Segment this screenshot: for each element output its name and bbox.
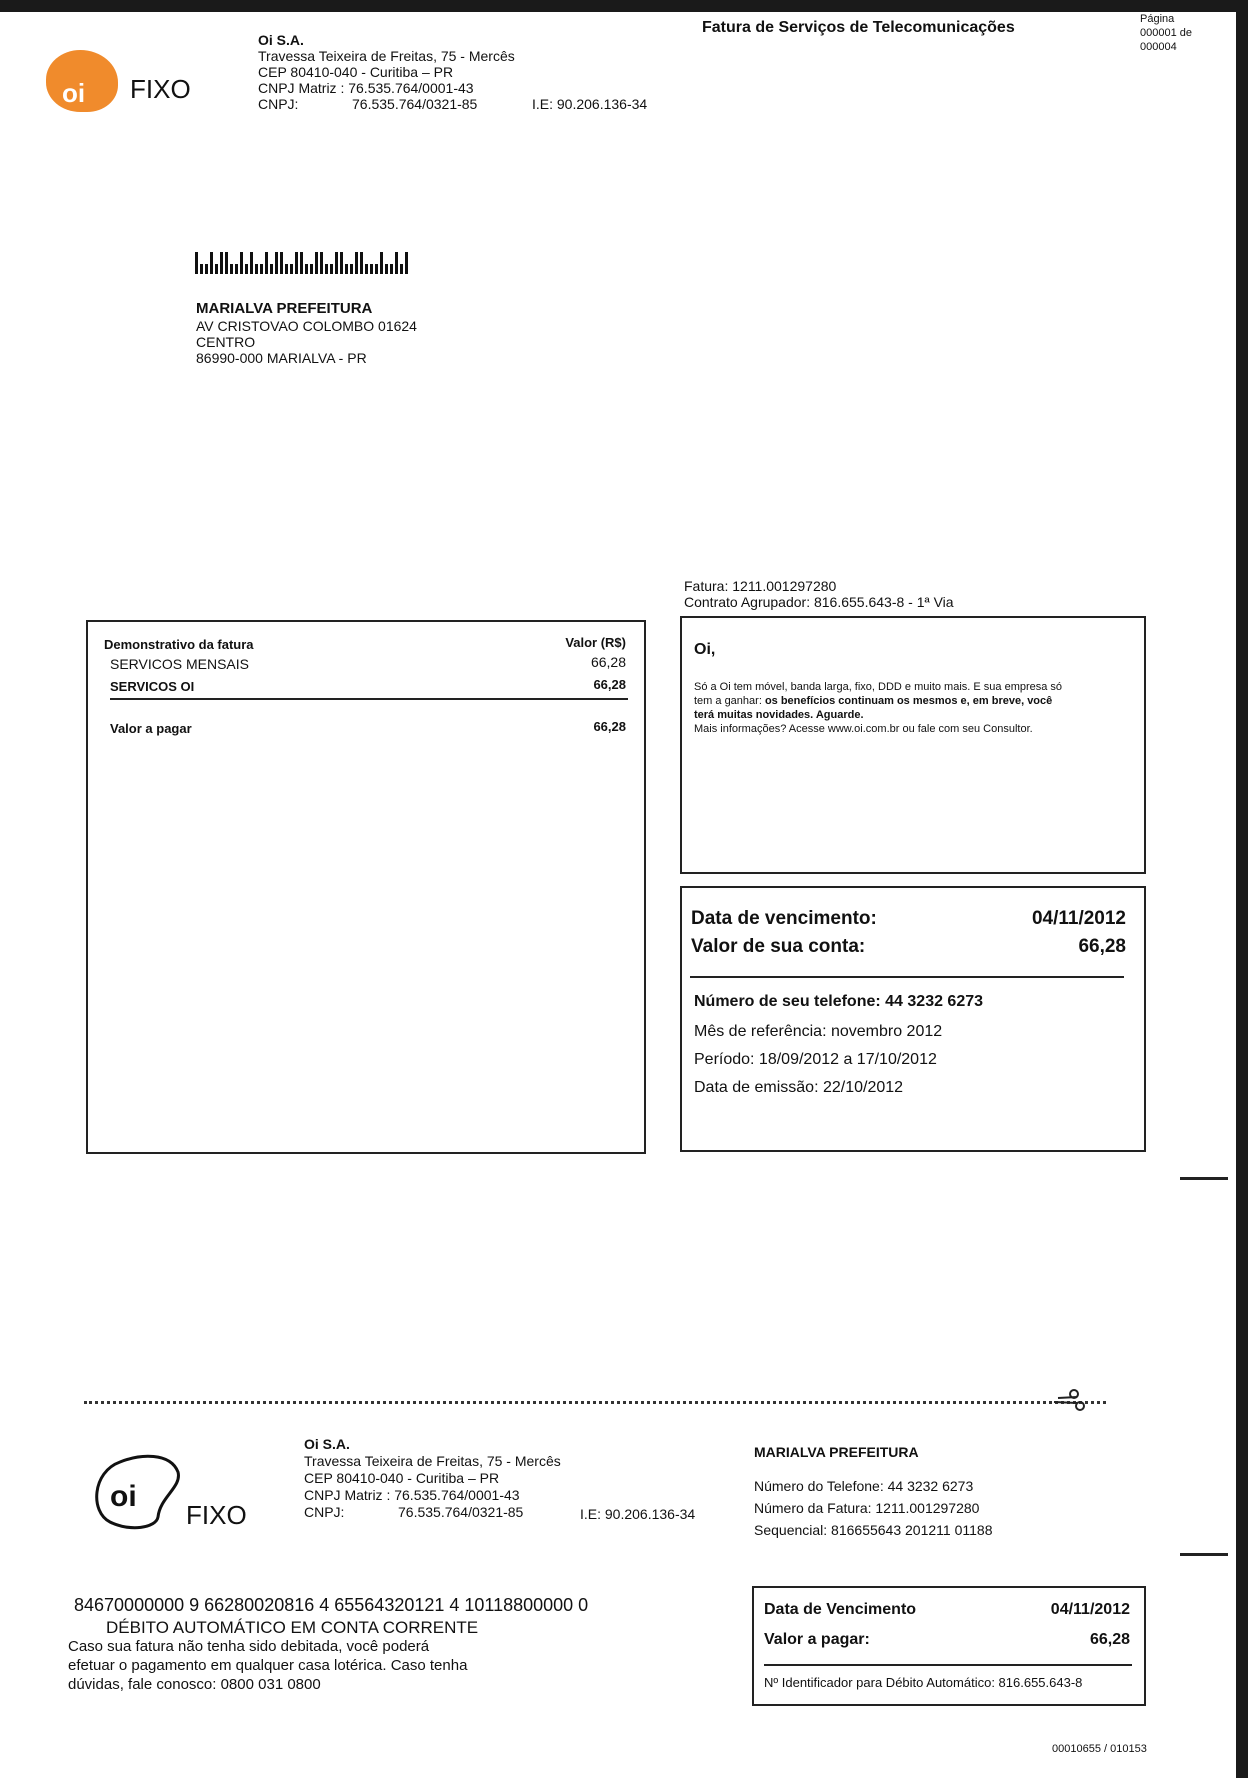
statement-value-header: Valor (R$) bbox=[565, 635, 626, 650]
stub-oi-logo bbox=[90, 1442, 182, 1534]
page-marker bbox=[1180, 1553, 1228, 1556]
message-line-start: tem a ganhar: bbox=[694, 695, 765, 707]
stub-phone-number: Número do Telefone: 44 3232 6273 bbox=[754, 1478, 974, 1494]
company-cnpj-value: 76.535.764/0321-85 bbox=[352, 96, 478, 112]
statement-box bbox=[86, 620, 646, 1154]
company-cep: CEP 80410-040 - Curitiba – PR bbox=[258, 64, 454, 80]
stub-due-label: Data de Vencimento bbox=[764, 1601, 917, 1618]
message-box bbox=[680, 616, 1146, 874]
scissors-icon bbox=[1052, 1388, 1086, 1412]
statement-row-value: 66,28 bbox=[590, 654, 626, 670]
invoice-page bbox=[0, 12, 1236, 1778]
stub-company-name: Oi S.A. bbox=[304, 1436, 350, 1452]
due-date-label: Data de vencimento: bbox=[691, 908, 877, 929]
statement-row-label: SERVICOS OI bbox=[110, 679, 195, 694]
statement-total-value: 66,28 bbox=[593, 719, 626, 734]
stub-company-address: Travessa Teixeira de Freitas, 75 - Mercês bbox=[304, 1453, 561, 1469]
payment-barcode-digits: 84670000000 9 66280020816 4 65564320121 4 10118800000 0 bbox=[74, 1595, 589, 1615]
reference-month: Mês de referência: novembro 2012 bbox=[694, 1023, 943, 1040]
stub-company-cnpj-matriz: CNPJ Matriz : 76.535.764/0001-43 bbox=[304, 1487, 520, 1503]
company-name: Oi S.A. bbox=[258, 32, 304, 48]
message-greeting: Oi, bbox=[694, 641, 716, 658]
recipient-name: MARIALVA PREFEITURA bbox=[196, 300, 373, 317]
stub-invoice-number: Número da Fatura: 1211.001297280 bbox=[754, 1500, 980, 1516]
statement-total-label: Valor a pagar bbox=[110, 721, 192, 736]
cut-line bbox=[84, 1401, 1106, 1404]
stub-due-value: 04/11/2012 bbox=[1050, 1601, 1130, 1618]
invoice-number: Fatura: 1211.001297280 bbox=[684, 578, 837, 594]
message-line-highlight: os benefícios continuam os mesmos e, em breve, você bbox=[764, 695, 1053, 707]
stub-company-cnpj-value: 76.535.764/0321-85 bbox=[398, 1504, 524, 1520]
statement-title: Demonstrativo da fatura bbox=[104, 637, 254, 652]
recipient-district: CENTRO bbox=[196, 334, 256, 350]
summary-box bbox=[680, 886, 1146, 1152]
message-line bbox=[694, 694, 1052, 708]
company-cnpj-matriz: CNPJ Matriz : 76.535.764/0001-43 bbox=[258, 80, 474, 96]
stub-amount-label: Valor a pagar: bbox=[764, 1631, 870, 1648]
postal-barcode bbox=[195, 252, 408, 274]
amount-label: Valor de sua conta: bbox=[691, 936, 866, 957]
message-line: Só a Oi tem móvel, banda larga, fixo, DDD e muito mais. E sua empresa só bbox=[694, 681, 1063, 693]
stub-amount-value: 66,28 bbox=[1089, 1631, 1130, 1648]
stub-customer-name: MARIALVA PREFEITURA bbox=[754, 1444, 919, 1460]
footer-code: 00010655 / 010153 bbox=[1052, 1743, 1147, 1755]
contract-number: Contrato Agrupador: 816.655.643-8 - 1ª Via bbox=[684, 594, 954, 610]
company-ie: I.E: 90.206.136-34 bbox=[532, 96, 648, 112]
page-label: Página bbox=[1140, 13, 1175, 25]
page-total: 000004 bbox=[1140, 41, 1177, 53]
statement-divider bbox=[110, 698, 628, 700]
stub-logo-wordmark: oi bbox=[110, 1480, 137, 1513]
page-marker bbox=[1180, 1177, 1228, 1180]
company-cnpj-label: CNPJ: bbox=[258, 96, 299, 112]
stub-brand-product: FIXO bbox=[186, 1500, 247, 1530]
debit-text: Caso sua fatura não tenha sido debitada, você poderá bbox=[68, 1638, 430, 1655]
stub-due-box bbox=[752, 1586, 1146, 1706]
stub-company-cep: CEP 80410-040 - Curitiba – PR bbox=[304, 1470, 500, 1486]
recipient-street: AV CRISTOVAO COLOMBO 01624 bbox=[196, 318, 417, 334]
amount-value: 66,28 bbox=[1078, 936, 1126, 957]
statement-row-value: 66,28 bbox=[593, 677, 626, 692]
recipient-city: 86990-000 MARIALVA - PR bbox=[196, 350, 367, 366]
logo-wordmark: oi bbox=[62, 78, 86, 108]
message-line: Mais informações? Acesse www.oi.com.br ou fale com seu Consultor. bbox=[694, 723, 1033, 735]
brand-product: FIXO bbox=[130, 74, 191, 104]
due-date-value: 04/11/2012 bbox=[1031, 908, 1126, 929]
company-address: Travessa Teixeira de Freitas, 75 - Mercês bbox=[258, 48, 515, 64]
stub-divider bbox=[764, 1664, 1132, 1666]
emission-date: Data de emissão: 22/10/2012 bbox=[694, 1079, 904, 1096]
billing-period: Período: 18/09/2012 a 17/10/2012 bbox=[694, 1051, 937, 1068]
debit-title: DÉBITO AUTOMÁTICO EM CONTA CORRENTE bbox=[106, 1618, 479, 1637]
debit-text: efetuar o pagamento em qualquer casa lotérica. Caso tenha bbox=[68, 1657, 468, 1674]
debit-identifier: Nº Identificador para Débito Automático: 816.655.643-8 bbox=[764, 1675, 1083, 1690]
stub-company-cnpj-label: CNPJ: bbox=[304, 1504, 345, 1520]
summary-divider bbox=[690, 976, 1124, 978]
phone-number: Número de seu telefone: 44 3232 6273 bbox=[694, 993, 984, 1010]
page-current: 000001 de bbox=[1140, 27, 1192, 39]
message-line: terá muitas novidades. Aguarde. bbox=[694, 709, 864, 721]
stub-sequence: Sequencial: 816655643 201211 01188 bbox=[754, 1522, 993, 1538]
stub-company-ie: I.E: 90.206.136-34 bbox=[580, 1506, 696, 1522]
document-title: Fatura de Serviços de Telecomunicações bbox=[702, 19, 1015, 36]
statement-row-label: SERVICOS MENSAIS bbox=[110, 656, 250, 672]
debit-text: dúvidas, fale conosco: 0800 031 0800 bbox=[68, 1676, 321, 1693]
